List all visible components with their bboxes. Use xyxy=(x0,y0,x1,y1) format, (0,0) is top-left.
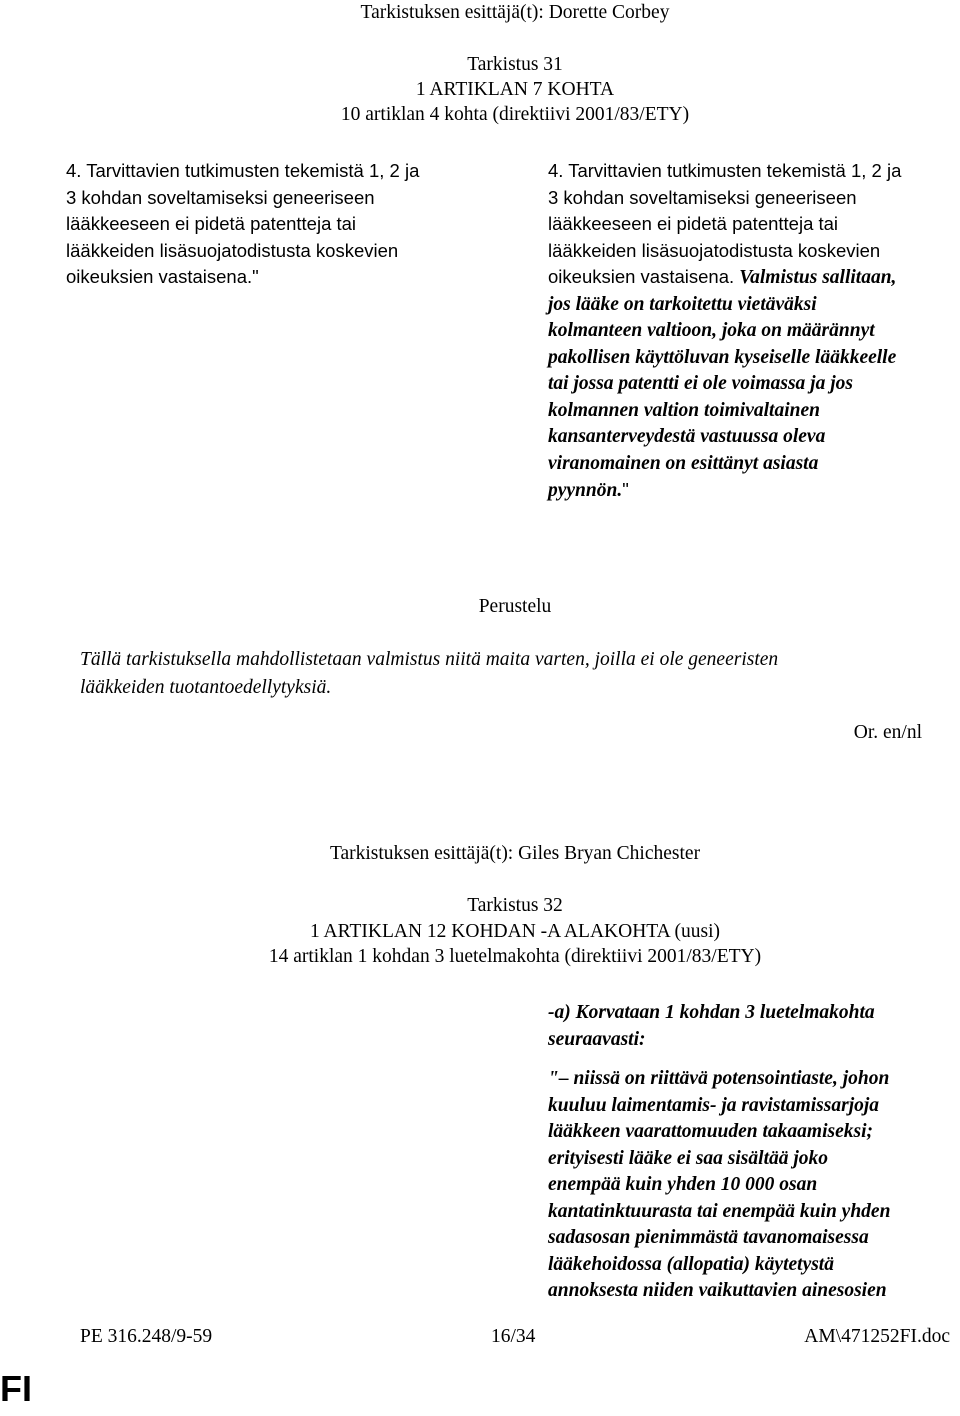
amendment-32-article: 1 ARTIKLAN 12 KOHDAN -A ALAKOHTA (uusi) xyxy=(310,921,720,942)
text-line-bold: kolmannen valtion toimivaltainen xyxy=(548,399,820,421)
text-line-bold: kuuluu laimentamis- ja ravistamissarjoja xyxy=(548,1094,880,1116)
text-line-mixed xyxy=(548,477,901,505)
text-fragment: " xyxy=(622,479,629,500)
text-line-bold: kantatinktuurasta tai enempää kuin yhden xyxy=(548,1200,891,1222)
text-line-bold: seuraavasti: xyxy=(548,1028,646,1050)
text-fragment-bold: Valmistus sallitaan, xyxy=(739,267,897,288)
text-line: lääkkeiden lisäsuojatodistusta koskevien xyxy=(66,239,399,261)
text-line: lääkkeiden lisäsuojatodistusta koskevien xyxy=(548,239,881,261)
amendment-32-reference: 14 artiklan 1 kohdan 3 luetelmakohta (direktiivi 2001/83/ETY) xyxy=(268,946,762,967)
amendment-32-amended-intro xyxy=(548,1000,875,1053)
text-line-mixed xyxy=(548,264,901,292)
text-line-bold: erityisesti lääke ei saa sisältää joko xyxy=(548,1147,829,1169)
footer-file-name: AM\471252FI.doc xyxy=(804,1326,950,1347)
text-line-bold: kolmanteen valtioon, joka on määrännyt xyxy=(548,320,875,341)
text-fragment: oikeuksien vastaisena. xyxy=(548,266,740,287)
text-fragment-bold: pyynnön. xyxy=(548,480,623,501)
text-line-bold: "– niissä on riittävä potensointiaste, johon xyxy=(548,1068,890,1089)
amendment-31-article: 1 ARTIKLAN 7 KOHTA xyxy=(415,79,615,100)
text-line-bold: lääkkeen vaarattomuuden takaamiseksi; xyxy=(548,1121,874,1142)
original-language: Or. en/nl xyxy=(853,722,922,743)
text-line: 3 kohdan soveltamiseksi geneeriseen xyxy=(66,186,375,208)
amendment-31-amended-text xyxy=(548,158,901,505)
text-line-bold: lääkehoidossa (allopatia) käytetystä xyxy=(548,1253,834,1275)
amendment-31-tabler: Tarkistuksen esittäjä(t): Dorette Corbey xyxy=(360,2,670,23)
text-line-bold: kansanterveydestä vastuussa oleva xyxy=(548,426,826,447)
amendment-31-reference: 10 artiklan 4 kohta (direktiivi 2001/83/ETY) xyxy=(340,104,690,125)
text-line: lääkkeiden tuotantoedellytyksiä. xyxy=(80,677,332,698)
text-line: oikeuksien vastaisena." xyxy=(66,266,259,287)
justification-heading: Perustelu xyxy=(478,596,552,617)
text-line: 3 kohdan soveltamiseksi geneeriseen xyxy=(548,186,857,208)
footer-language-code: FI xyxy=(0,1368,32,1409)
text-line-bold: enempää kuin yhden 10 000 osan xyxy=(548,1174,818,1195)
text-line: Tällä tarkistuksella mahdollistetaan valmistus niitä maita varten, joilla ei ole geneeristen xyxy=(80,649,779,670)
amendment-31-number: Tarkistus 31 xyxy=(467,54,563,75)
amendment-32-number: Tarkistus 32 xyxy=(467,895,563,916)
text-line: lääkkeeseen ei pidetä patentteja tai xyxy=(66,213,357,234)
text-line-bold: tai jossa patentti ei ole voimassa ja jos xyxy=(548,373,853,394)
justification-text xyxy=(80,646,778,702)
text-line: 4. Tarvittavien tutkimusten tekemistä 1, 2 ja xyxy=(548,160,902,181)
amendment-32-tabler: Tarkistuksen esittäjä(t): Giles Bryan Chichester xyxy=(329,843,701,864)
text-line-bold: viranomainen on esittänyt asiasta xyxy=(548,452,819,474)
amendment-31-original-text xyxy=(66,158,419,291)
text-line-bold: sadasosan pienimmästä tavanomaisessa xyxy=(548,1227,869,1248)
text-line-bold: -a) Korvataan 1 kohdan 3 luetelmakohta xyxy=(548,1002,875,1023)
text-line-bold: annoksesta niiden vaikuttavien ainesosien xyxy=(548,1280,887,1301)
footer-page-number: 16/34 xyxy=(491,1326,536,1347)
text-line-bold: jos lääke on tarkoitettu vietäväksi xyxy=(548,293,817,315)
footer-doc-ref: PE 316.248/9-59 xyxy=(80,1326,213,1347)
amendment-32-amended-text xyxy=(548,1066,890,1305)
text-line: 4. Tarvittavien tutkimusten tekemistä 1, 2 ja xyxy=(66,160,420,181)
text-line-bold: pakollisen käyttöluvan kyseiselle lääkkeelle xyxy=(548,346,897,368)
text-line: lääkkeeseen ei pidetä patentteja tai xyxy=(548,213,839,234)
